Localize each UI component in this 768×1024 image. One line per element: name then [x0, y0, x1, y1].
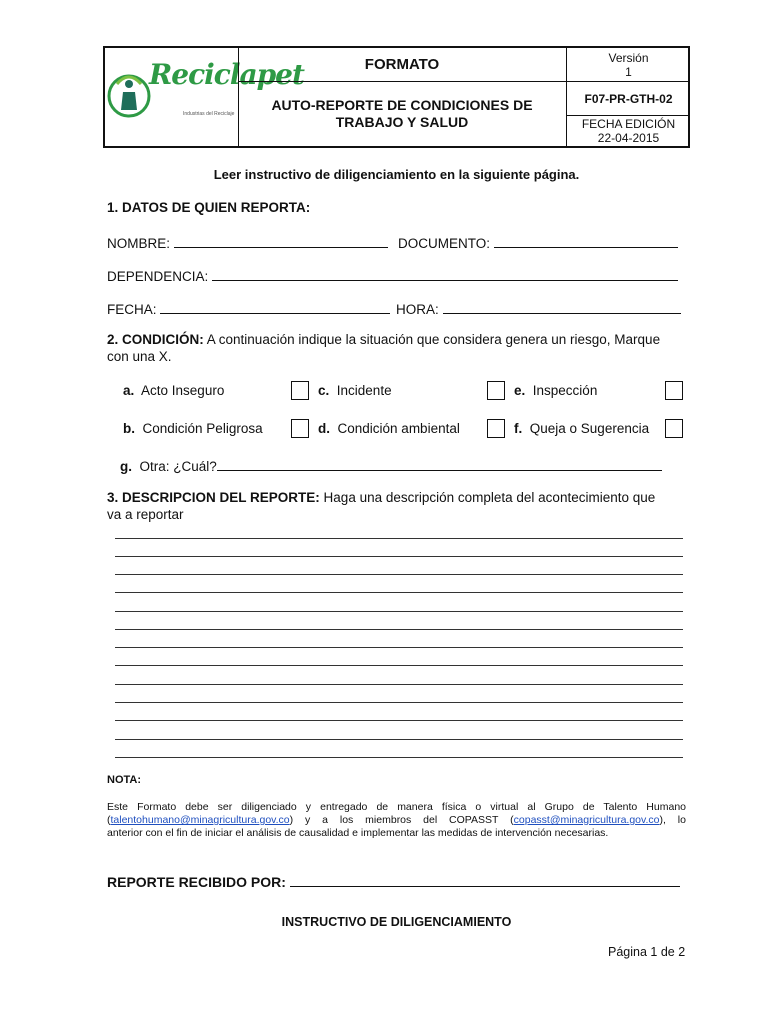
- fecha-cell: [567, 116, 690, 146]
- title-line-2: TRABAJO Y SALUD: [335, 114, 469, 130]
- section3-intro: [107, 489, 687, 523]
- description-line[interactable]: [115, 538, 683, 539]
- option-label: Inspección: [532, 383, 598, 398]
- checkbox-incidente[interactable]: [487, 381, 505, 400]
- section3-title: 3. DESCRIPCION DEL REPORTE:: [107, 490, 320, 505]
- nota-end: ), lo: [659, 814, 686, 826]
- instructivo-title: INSTRUCTIVO DE DILIGENCIAMIENTO: [281, 915, 512, 929]
- fecha-field-label: FECHA:: [107, 302, 157, 317]
- document-title: [238, 82, 566, 146]
- description-line[interactable]: [115, 702, 683, 703]
- section3-text-2: va a reportar: [107, 507, 184, 522]
- formato-label: FORMATO: [364, 56, 440, 73]
- documento-label: DOCUMENTO:: [398, 236, 491, 251]
- recibido-field[interactable]: [290, 871, 680, 887]
- recibido-label: REPORTE RECIBIDO POR:: [107, 874, 286, 890]
- section1-title: 1. DATOS DE QUIEN REPORTA:: [107, 200, 311, 215]
- section3-text-1: Haga una descripción completa del acontecimiento que: [319, 490, 656, 505]
- option-b: [123, 421, 263, 436]
- version-value: 1: [625, 64, 632, 79]
- option-label: Condición Peligrosa: [142, 421, 263, 436]
- option-label: Acto Inseguro: [141, 383, 225, 398]
- option-a: [123, 383, 224, 398]
- otra-cual-field[interactable]: [217, 456, 662, 471]
- description-line[interactable]: [115, 720, 683, 721]
- talento-humano-email-link[interactable]: talentohumano@minagricultura.gov.co: [110, 814, 290, 826]
- fecha-field[interactable]: [160, 299, 390, 314]
- nota-line-3: anterior con el fin de iniciar el análisis de causalidad e implementar las medidas de intervención necesarias.: [107, 827, 609, 839]
- dependencia-label: DEPENDENCIA:: [107, 269, 209, 284]
- option-letter: a.: [123, 383, 135, 398]
- checkbox-queja-sugerencia[interactable]: [665, 419, 683, 438]
- logo: [105, 48, 304, 146]
- option-label: Condición ambiental: [337, 421, 460, 436]
- option-label: Otra: ¿Cuál?: [139, 459, 217, 474]
- section2-intro: [107, 331, 687, 365]
- nombre-field[interactable]: [174, 233, 388, 248]
- option-d: [318, 421, 460, 436]
- document-code: F07-PR-GTH-02: [584, 91, 673, 106]
- nota-body: [107, 801, 686, 840]
- nota-title: NOTA:: [107, 774, 142, 786]
- intro-text: Leer instructivo de diligenciamiento en la siguiente página.: [213, 167, 580, 182]
- option-letter: b.: [123, 421, 135, 436]
- document-header: [103, 46, 690, 148]
- fecha-row: [107, 299, 390, 317]
- section2-text-2: con una X.: [107, 349, 172, 364]
- logo-text: Reciclapet: [149, 58, 304, 91]
- nota-line-2: [107, 814, 686, 827]
- hora-field[interactable]: [443, 299, 681, 314]
- option-letter: d.: [318, 421, 330, 436]
- description-line[interactable]: [115, 739, 683, 740]
- version-label: Versión: [608, 50, 649, 65]
- documento-row: [398, 233, 678, 251]
- description-line[interactable]: [115, 629, 683, 630]
- section2-text-1: A continuación indique la situación que considera genera un riesgo, Marque: [203, 332, 661, 347]
- checkbox-condicion-peligrosa[interactable]: [291, 419, 309, 438]
- option-letter: f.: [514, 421, 523, 436]
- nota-paren-open: (: [107, 814, 111, 826]
- version-cell: [567, 48, 690, 81]
- option-f: [514, 421, 649, 436]
- nombre-row: [107, 233, 388, 251]
- description-line[interactable]: [115, 647, 683, 648]
- copasst-email-link[interactable]: copasst@minagricultura.gov.co: [513, 814, 660, 826]
- hora-label: HORA:: [396, 302, 439, 317]
- nombre-label: NOMBRE:: [107, 236, 171, 251]
- option-letter: c.: [318, 383, 330, 398]
- description-line[interactable]: [115, 757, 683, 758]
- description-line[interactable]: [115, 556, 683, 557]
- page-number: Página 1 de 2: [608, 945, 686, 959]
- option-letter: g.: [120, 459, 132, 474]
- recibido-row: [107, 871, 680, 890]
- nota-mid: ) y a los miembros del COPASST (: [289, 814, 514, 826]
- dependencia-field[interactable]: [212, 266, 678, 281]
- option-label: Queja o Sugerencia: [529, 421, 650, 436]
- hora-row: [396, 299, 681, 317]
- description-line[interactable]: [115, 574, 683, 575]
- option-c: [318, 383, 392, 398]
- description-line[interactable]: [115, 684, 683, 685]
- logo-subtitle: Industrias del Reciclaje: [183, 111, 235, 117]
- description-line[interactable]: [115, 611, 683, 612]
- section2-title: 2. CONDICIÓN:: [107, 332, 204, 347]
- description-line[interactable]: [115, 592, 683, 593]
- title-line-1: AUTO-REPORTE DE CONDICIONES DE: [271, 97, 533, 113]
- fecha-value: 22-04-2015: [597, 131, 660, 145]
- option-label: Incidente: [336, 383, 392, 398]
- documento-field[interactable]: [494, 233, 678, 248]
- checkbox-inspeccion[interactable]: [665, 381, 683, 400]
- nota-line-1: Este Formato debe ser diligenciado y entregado de manera física o virtual al Grupo de Talento Humano: [107, 801, 686, 813]
- dependencia-row: [107, 266, 678, 284]
- description-line[interactable]: [115, 665, 683, 666]
- option-g: [120, 456, 662, 474]
- checkbox-condicion-ambiental[interactable]: [487, 419, 505, 438]
- checkbox-acto-inseguro[interactable]: [291, 381, 309, 400]
- fecha-label: FECHA EDICIÓN: [581, 117, 676, 131]
- option-e: [514, 383, 597, 398]
- option-letter: e.: [514, 383, 526, 398]
